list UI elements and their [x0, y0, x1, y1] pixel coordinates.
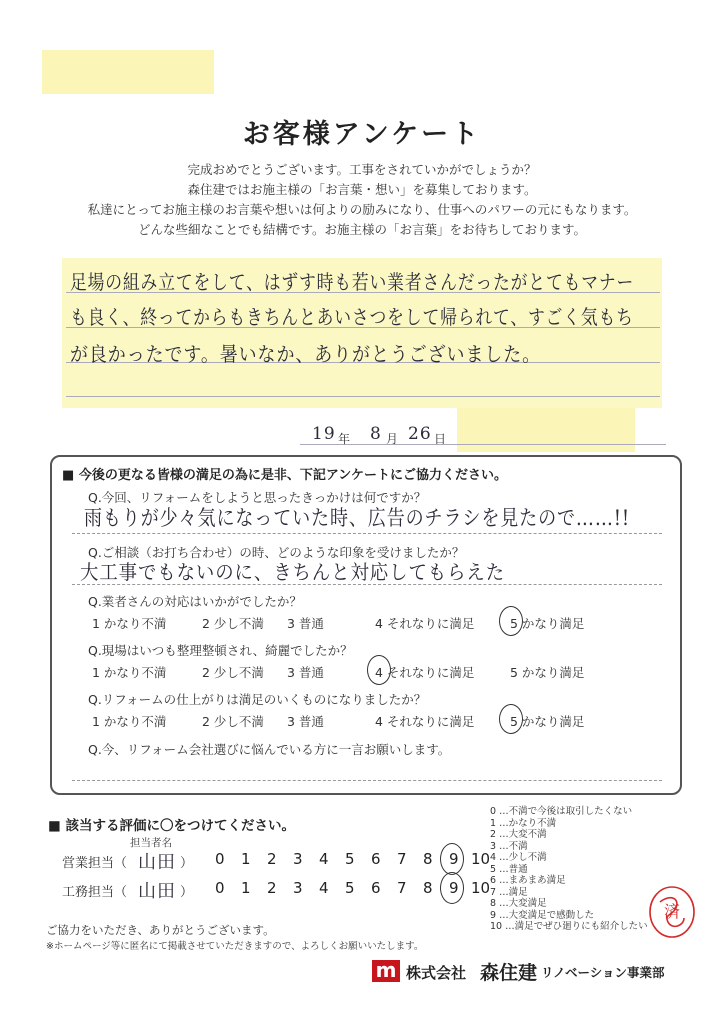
staff-name-caption: 担当者名: [130, 837, 172, 849]
construction-score-4[interactable]: 4: [319, 879, 329, 897]
q5-option-4[interactable]: 4 それなりに満足: [375, 714, 475, 729]
question-5: Q.リフォームの仕上がりは満足のいくものになりましたか？: [88, 692, 427, 707]
legend-item: 9 …大変満足で感動した: [490, 909, 595, 921]
construction-score-3[interactable]: 3: [293, 879, 303, 897]
sales-selected-circle: [440, 843, 464, 875]
legend-item: 6 …まあまあ満足: [490, 875, 566, 886]
question-1: Q.今回、リフォームをしようと思ったきっかけは何ですか？: [88, 490, 427, 505]
answer-2-handwritten: 大工事でもないのに、きちんと対応してもらえた: [80, 560, 506, 584]
date-month-unit: 月: [386, 432, 399, 446]
company-division: リノベーション事業部: [541, 965, 665, 980]
construction-staff-close: ）: [180, 885, 194, 900]
answer-6-rule: [72, 780, 662, 781]
construction-score-6[interactable]: 6: [371, 879, 381, 897]
construction-staff-name: 山田: [138, 881, 176, 902]
q5-option-5[interactable]: 5 かなり満足: [510, 714, 585, 729]
intro-line-1: 完成おめでとうございます。工事をされていかがでしょうか？: [187, 162, 537, 177]
construction-score-10[interactable]: 10: [471, 879, 491, 897]
q3-option-2[interactable]: 2 少し不満: [202, 616, 264, 631]
question-4: Q.現場はいつも整理整頓され、綺麗でしたか？: [88, 643, 353, 658]
survey-heading: ■ 今後の更なる皆様の満足の為に是非、下記アンケートにご協力ください。: [62, 468, 508, 483]
intro-line-4: どんな些細なことでも結構です。お施主様の「お言葉」をお待ちしております。: [137, 222, 586, 237]
company-name: 森住建: [480, 962, 538, 984]
company-logo: m: [372, 960, 400, 982]
sales-score-3[interactable]: 3: [293, 850, 303, 868]
sales-staff-close: ）: [180, 856, 194, 871]
page-title: お客様アンケート: [242, 119, 482, 150]
date-day: 26: [408, 424, 432, 444]
note-text: ※ホームページ等に匿名にて掲載させていただきますので、よろしくお願いいたします。: [46, 941, 424, 952]
thanks-text: ご協力をいただき、ありがとうございます。: [46, 923, 275, 937]
sales-score-5[interactable]: 5: [345, 850, 355, 868]
construction-score-9[interactable]: 9: [449, 879, 459, 897]
intro-line-2: 森住建ではお施主様の「お言葉・想い」を募集しております。: [187, 182, 537, 197]
construction-staff-label: 工務担当（: [62, 885, 128, 900]
rating-legend: [490, 806, 648, 933]
sales-score-0[interactable]: 0: [215, 850, 225, 868]
stamp-text: 済: [663, 902, 681, 921]
construction-score-7[interactable]: 7: [397, 879, 407, 897]
q4-option-2[interactable]: 2 少し不満: [202, 665, 264, 680]
square-bullet-icon: ■: [62, 468, 79, 483]
q4-option-4[interactable]: 4 それなりに満足: [375, 665, 475, 680]
question-6: Q.今、リフォーム会社選びに悩んでいる方に一言お願いします。: [88, 742, 451, 757]
sales-staff-label: 営業担当（: [62, 856, 128, 871]
date-month: 8: [370, 424, 382, 444]
construction-score-2[interactable]: 2: [267, 879, 277, 897]
q3-option-3[interactable]: 3 普通: [287, 616, 324, 631]
sales-score-10[interactable]: 10: [471, 850, 491, 868]
company-prefix: 株式会社: [406, 964, 467, 982]
sales-score-7[interactable]: 7: [397, 850, 407, 868]
q4-option-5[interactable]: 5 かなり満足: [510, 665, 585, 680]
square-bullet-icon: ■: [48, 818, 66, 834]
redaction-sticky-date: [457, 408, 635, 452]
answer-1-rule: [72, 533, 662, 534]
construction-selected-circle: [440, 872, 464, 904]
construction-score-8[interactable]: 8: [423, 879, 433, 897]
legend-item: 0 …不満で今後は取引したくない: [490, 806, 633, 817]
legend-item: 1 …かなり不満: [490, 817, 557, 829]
legend-item: 10 …満足でぜひ廻りにも紹介したい: [490, 921, 648, 932]
q4-option-1[interactable]: 1 かなり不満: [92, 665, 167, 680]
legend-item: 5 …普通: [490, 863, 528, 875]
construction-score-5[interactable]: 5: [345, 879, 355, 897]
sales-score-9[interactable]: 9: [449, 850, 459, 868]
sales-staff-name: 山田: [138, 852, 176, 873]
answer-1-handwritten: 雨もりが少々気になっていた時、広告のチラシを見たので……!!: [84, 506, 631, 530]
sales-score-6[interactable]: 6: [371, 850, 381, 868]
q5-option-3[interactable]: 3 普通: [287, 714, 324, 729]
legend-item: 4 …少し不満: [490, 852, 547, 863]
handwritten-comment-line-2: も良く、終ってからもきちんとあいさつをして帰られて、すごく気もち: [70, 305, 634, 329]
comment-rule-4: [66, 396, 660, 397]
construction-score-0[interactable]: 0: [215, 879, 225, 897]
rating-heading: ■ 該当する評価に〇をつけてください。: [48, 818, 295, 834]
legend-item: 2 …大変不満: [490, 829, 547, 840]
date-year-unit: 年: [338, 432, 351, 446]
handwritten-comment-line-3: が良かったです。暑いなか、ありがとうございました。: [70, 342, 542, 366]
q5-option-2[interactable]: 2 少し不満: [202, 714, 264, 729]
sales-score-2[interactable]: 2: [267, 850, 277, 868]
question-3: Q.業者さんの対応はいかがでしたか？: [88, 594, 302, 609]
date-rule: [300, 444, 666, 445]
redaction-sticky-top: [42, 50, 214, 94]
q3-option-5[interactable]: 5 かなり満足: [510, 616, 585, 631]
legend-item: 8 …大変満足: [490, 898, 547, 909]
q4-option-3[interactable]: 3 普通: [287, 665, 324, 680]
handwritten-comment-line-1: 足場の組み立てをして、はずす時も若い業者さんだったがとてもマナー: [70, 270, 635, 294]
q4-selected-circle: [367, 655, 391, 685]
sales-score-1[interactable]: 1: [241, 850, 251, 868]
sales-score-8[interactable]: 8: [423, 850, 433, 868]
date-day-unit: 日: [434, 432, 447, 446]
q5-option-1[interactable]: 1 かなり不満: [92, 714, 167, 729]
construction-score-1[interactable]: 1: [241, 879, 251, 897]
sales-score-4[interactable]: 4: [319, 850, 329, 868]
intro-line-3: 私達にとってお施主様のお言葉や想いは何よりの励みになり、仕事へのパワーの元にもなります。: [87, 202, 637, 217]
q5-selected-circle: [499, 704, 523, 734]
approval-stamp: [646, 884, 698, 940]
legend-item: 7 …満足: [490, 886, 528, 898]
date-year: 19: [312, 424, 336, 444]
q3-option-4[interactable]: 4 それなりに満足: [375, 616, 475, 631]
legend-item: 3 …不満: [490, 840, 528, 852]
q3-selected-circle: [499, 606, 523, 636]
q3-option-1[interactable]: 1 かなり不満: [92, 616, 167, 631]
question-2: Q.ご相談（お打ち合わせ）の時、どのような印象を受けましたか？: [88, 545, 465, 560]
